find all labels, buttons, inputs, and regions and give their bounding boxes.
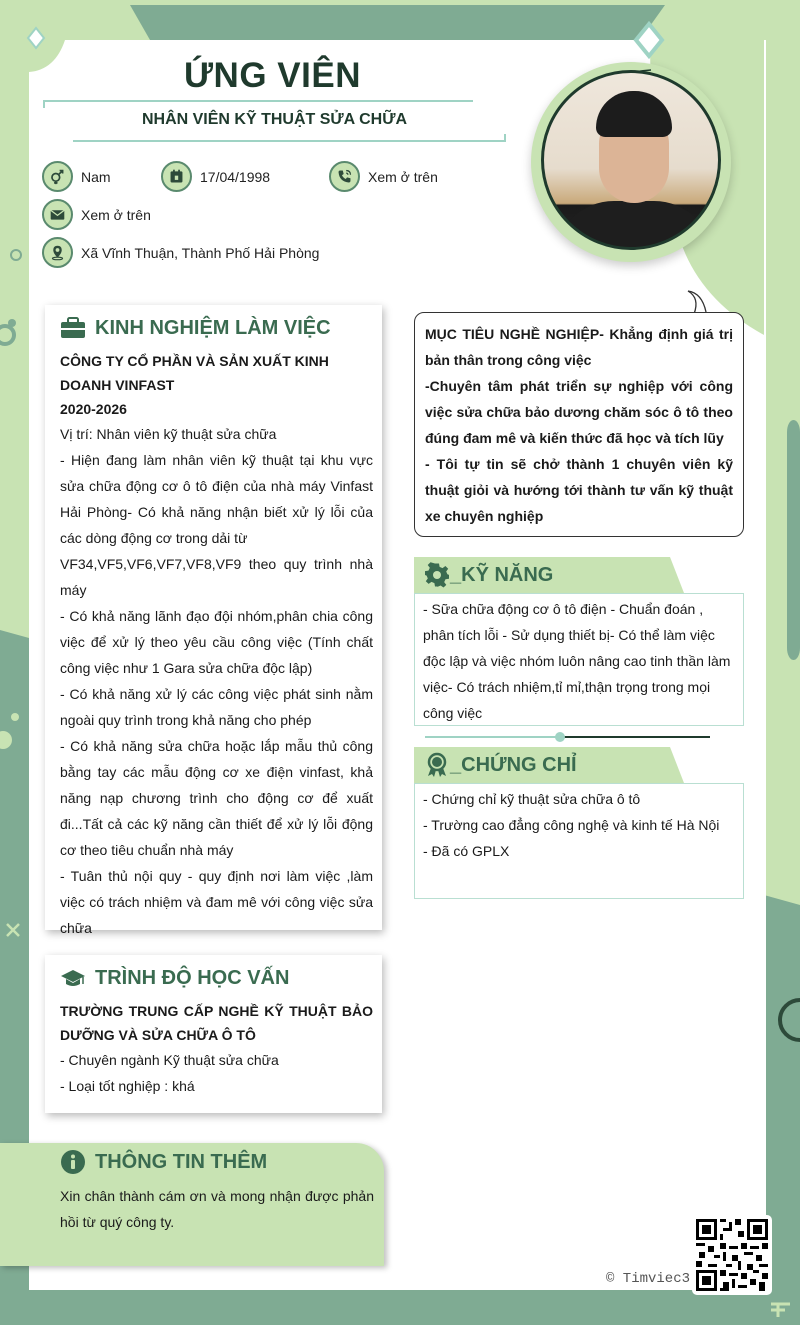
divider xyxy=(43,100,473,102)
email-value: Xem ở trên xyxy=(81,206,151,223)
certificates-heading xyxy=(414,747,577,783)
info-icon xyxy=(60,1149,86,1175)
career-objective xyxy=(414,312,744,537)
phone-icon xyxy=(329,161,360,192)
experience-detail: - Tuân thủ nội quy - quy định nơi làm việc ,làm việc có trách nhiệm và đam mê với công việc sửa chữa xyxy=(60,868,373,936)
job-title: NHÂN VIÊN KỸ THUẬT SỬA CHỮA xyxy=(141,111,408,128)
education-detail: - Loại tốt nghiệp : khá xyxy=(60,1078,195,1094)
certificate-item: - Trường cao đẳng công nghệ và kinh tế Hà Nội xyxy=(423,817,720,833)
graduation-cap-icon xyxy=(60,965,86,991)
school-name: TRƯỜNG TRUNG CẤP NGHỀ KỸ THUẬT BẢO DƯỠNG VÀ SỬA CHỮA Ô TÔ xyxy=(60,1003,373,1043)
subtitle-frame xyxy=(43,100,506,142)
education-heading-label: TRÌNH ĐỘ HỌC VẤN xyxy=(95,966,290,989)
divider xyxy=(504,134,506,142)
qr-code-icon xyxy=(696,1219,768,1291)
experience-detail: - Có khả năng lãnh đạo đội nhóm,phân chia công việc để xử lý theo yêu cầu công việc (Tính chất công việc như 1 Gara sửa chữa độc lập) xyxy=(60,608,373,676)
skills-box xyxy=(414,593,744,726)
additional-info-text: Xin chân thành cám ơn và mong nhận được phản hồi từ quý công ty. xyxy=(60,1188,374,1230)
experience-heading xyxy=(60,315,373,341)
phone-value: Xem ở trên xyxy=(368,168,438,185)
info-address xyxy=(42,237,319,268)
gender-icon xyxy=(42,161,73,192)
page-title: ỨNG VIÊN xyxy=(184,56,361,95)
qr-code[interactable] xyxy=(692,1215,772,1295)
avatar-hair xyxy=(596,91,672,137)
education-section xyxy=(45,955,382,1113)
experience-detail: VF34,VF5,VF6,VF7,VF8,VF9 theo quy trình nhà máy xyxy=(60,556,373,598)
copyright-text: © Timviec3 xyxy=(606,1271,691,1287)
additional-info-section xyxy=(0,1143,384,1266)
company-name: CÔNG TY CỔ PHẦN VÀ SẢN XUẤT KINH DOANH VINFAST xyxy=(60,353,329,393)
certificate-item: - Đã có GPLX xyxy=(423,843,510,859)
info-phone xyxy=(329,161,438,192)
gear-icon xyxy=(424,562,450,588)
divider xyxy=(73,140,506,142)
skill-level-knob xyxy=(555,732,565,742)
experience-heading-label: KINH NGHIỆM LÀM VIỆC xyxy=(95,316,331,339)
experience-detail: - Hiện đang làm nhân viên kỹ thuật tại khu vực sửa chữa động cơ ô tô điện của nhà máy Vinfast Hải Phòng- Có khả năng nhận biết xử lý lỗi của các dòng động cơ trong dải từ xyxy=(60,452,373,546)
skills-heading-label: _KỸ NĂNG xyxy=(450,563,554,586)
avatar xyxy=(541,70,721,250)
award-ribbon-icon xyxy=(424,752,450,778)
education-detail: - Chuyên ngành Kỹ thuật sửa chữa xyxy=(60,1052,279,1068)
divider xyxy=(43,100,45,108)
additional-info-heading xyxy=(60,1149,374,1175)
objective-line: - Tôi tự tin sẽ chở thành 1 chuyên viên kỹ thuật giỏi và hướng tới thành tư vấn kỹ thuật xe chuyên nghiệp xyxy=(425,456,733,524)
gender-value: Nam xyxy=(81,168,111,185)
objective-line: MỤC TIÊU NGHỀ NGHIỆP- Khẳng định giá trị bản thân trong công việc xyxy=(425,326,733,368)
work-period: 2020-2026 xyxy=(60,401,127,417)
skill-level-slider xyxy=(423,730,735,744)
position: Vị trí: Nhân viên kỹ thuật sửa chữa xyxy=(60,426,277,442)
address-value: Xã Vĩnh Thuận, Thành Phố Hải Phòng xyxy=(81,244,320,261)
envelope-icon xyxy=(42,199,73,230)
avatar-frame xyxy=(531,62,731,262)
certificate-item: - Chứng chỉ kỹ thuật sửa chữa ô tô xyxy=(423,791,641,807)
location-pin-icon xyxy=(42,237,73,268)
experience-section xyxy=(45,305,382,936)
avatar-shirt xyxy=(554,201,714,250)
additional-info-heading-label: THÔNG TIN THÊM xyxy=(95,1150,268,1173)
objective-line: -Chuyên tâm phát triển sự nghiệp với công việc sửa chữa bảo dương chăm sóc ô tô theo đúng đam mê và kiến thức đã học và tích lũy xyxy=(425,378,733,446)
briefcase-icon xyxy=(60,315,86,341)
skill-level-track xyxy=(560,736,710,738)
experience-detail: - Có khả năng sửa chữa hoặc lắp mẫu thủ công bằng tay các mẫu động cơ xe điện vinfast, khả năng nạp chương trình cho động cơ để xuất đi...Tất cả các kỹ năng cần thiết để xử lý lỗi động cơ theo tiêu chuẩn nhà máy xyxy=(60,738,373,858)
info-birthday xyxy=(161,161,270,192)
birthday-value: 17/04/1998 xyxy=(200,168,271,185)
info-gender xyxy=(42,161,111,192)
certificates-heading-label: _CHỨNG CHỈ xyxy=(450,753,577,776)
experience-detail: - Có khả năng xử lý các công việc phát sinh nằm ngoài quy trình trong khả năng cho phép xyxy=(60,686,373,728)
education-heading xyxy=(60,965,373,991)
skills-text: - Sữa chữa động cơ ô tô điện - Chuẩn đoán , phân tích lỗi - Sử dụng thiết bị- Có thể làm việc độc lập và việc nhóm luôn nâng cao tinh thần làm việc- Có trách nhiệm,tỉ mỉ,thận trọng trong mọi công việc xyxy=(423,601,731,721)
info-email xyxy=(42,199,151,230)
certificates-box xyxy=(414,783,744,899)
skill-level-fill xyxy=(425,736,560,738)
skills-heading xyxy=(414,557,553,593)
calendar-icon xyxy=(161,161,192,192)
